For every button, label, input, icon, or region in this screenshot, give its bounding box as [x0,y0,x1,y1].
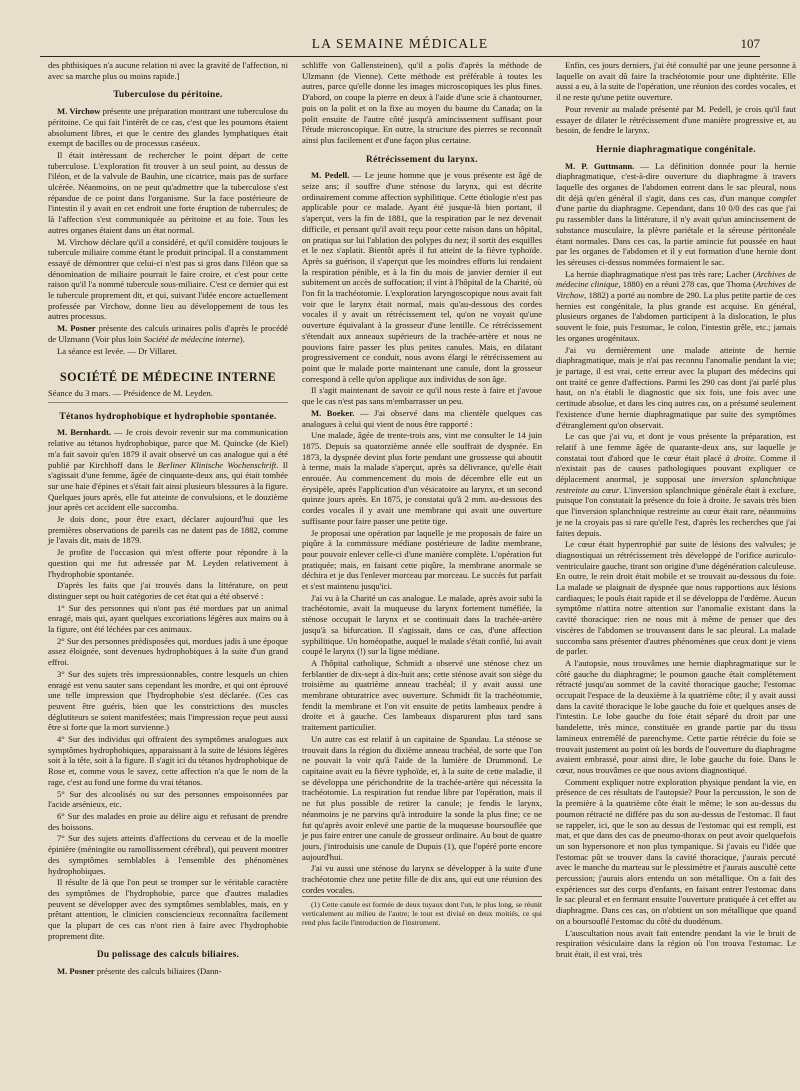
paragraph-boeker: M. Boeker. — J'ai observé dans ma clientèle quelques cas analogues à celui qui vient de nous être rapporté : [302,407,542,429]
paragraph: Le cas que j'ai vu, et dont je vous présente la préparation, est relatif à une femme âgée de quarante-deux ans, sur laquelle je constatai tout d'abord que le cœur était placé à droite. Comme il n'existait pas de causes pathologiques pouvant expliquer ce déplacement anormal, je supposai une inversion splanchnique restreinte au cœur. L'inversion splanchnique générale était à exclure, puisque l'on constatait la présence du foie à droite. Je savais très bien que l'inversion splanchnique restreinte au cœur était rare, néanmoins je ne la croyais pas si rare qu'elle l'est, d'après les recherches que j'ai faites depuis. [556,431,796,538]
paragraph: J'ai vu aussi une sténose du larynx se développer à la suite d'une trachéotomie chez une petite fille de dix ans, qui eut une réunion des cordes vocales. [302,863,542,895]
signature: Dr Villaret. [138,345,178,356]
paragraph: Une malade, âgée de trente-trois ans, vint me consulter le 14 juin 1875. Depuis sa quatorzième année elle souffrait de dyspnée. En 1873, la dyspnée devint plus forte pendant une grossesse qui aboutit à terme, mais la malade s'aperçut, après sa délivrance, qu'elle était enrouée. Au commencement du mois de décembre elle eut un érysipèle, après l'application d'un vésicatoire au larynx, et un second quinze jours après. En 1875, je constatai qu'à 2 mm. au-dessous des cordes vocales il y avait une membrane qui avait une ouverture suffisante pour faire passer une petite tige. [302,430,542,526]
paragraph: D'après les faits que j'ai trouvés dans la littérature, on peut distinguer sept ou huit catégories de cet état qui a été observé : [48,580,288,601]
paragraph: Il résulte de là que l'on peut se tromper sur le véritable caractère des symptômes de l'hydrophobie, parce que d'autres maladies peuvent se développer avec des symptômes semblables, mais, en y prêtant attention, le clinicien consciencieux reconnaîtra facilement que la plupart de ces cas n'ont rien à faire avec l'hydrophobie proprement dite. [48,877,288,941]
paragraph: Comment expliquer notre exploration physique pendant la vie, en présence de ces résultats de l'autopsie? Pour la percussion, le son de la première à la quatrième côte était le même; le son au-dessus du poumon rétracté ne différe pas du son au-dessus de l'estomac. Il faut se rappeler, ici, que le son au dessus de l'estomac qui est rempli, est mat, et que dans des cas de pneumo-thorax on peut avoir quelquefois un son hypersonore et non plus tympanique. Si j'avais eu l'idée que l'estomac pût se trouver dans la cavité thoracique, j'aurais percuté avec le manche du marteau sur le plessimètre et j'aurais auscultè cette percussion; j'aurais alors entendu un son métallique. On a fait des expériences sur des corps d'enfants, en faisant entrer l'estomac dans le sac pleural et en fermant ensuite l'ouverture pratiquée à cet effet au diaphragme. Dans ces cas, on n'obtient un son métallique que quand on a boursouflé l'estomac du côté du duodénum. [556,776,796,926]
paragraph: schliffe von Gallensteinen), qu'il a polis d'après la méthode de Ulzmann (de Vienne). Cette méthode est préférable à toutes les autres, parce qu'elle donne les images microscopiques les plus fines. D'abord, on coupe la pierre en deux à l'aide d'une scie à chantourner, puis on la polit et on la fixe au moyen du baume du Canada; on la polit ensuite de l'autre côté jusqu'à amincissement suffisant pour l'étude microscopique. En outre, la structure des pierres se reconnaît ainsi plus facilement et d'une façon plus certaine. [302,60,542,145]
paragraph: Il s'agit maintenant de savoir ce qu'il nous reste à faire et j'avoue que le cas n'est pas sans m'embarrasser un peu. [302,385,542,407]
paragraph: Le cœur était hypertrophié par suite de lésions des valvules; je diagnostiquai un rétrécissement très développé de l'orifice auriculo-ventriculaire gauche, tirant son origine d'une dégénération calculeuse. En outre, le rein droit était mobile et se trouvait au-dessous du foie. La malade se plaignait de dyspnée que nous rapportions aux lésions cardiaques; le pouls était rapide et il se développa de l'œdème. Aucun symptôme n'attira notre attention sur l'anomalie existant dans la cavité thoracique: rien ne nous mit à même de penser que des viscères de l'abdomen se trouvassent dans le sac pleural. La malade succomba sans présenter d'autres phénomènes que ceux dont je viens de parler. [556,539,796,657]
paragraph-posner2: M. Posner présente des calculs biliaires (Dann- [57,966,222,977]
paragraph-closing: La séance est levée. — Dr Villaret. [57,345,178,356]
paragraph: A l'hôpital catholique, Schmidt a observé une sténose chez un ferblantier de dix-sept à dix-huit ans; cette sténose avait son siège du troisième au quatrième anneau trachéal; il y avait aussi une membrane obturatrice avec ouverture. Schmidt fit la trachéotomie, fendit la membrane et l'on vit ensuite de petits lambeaux pendre à droite et à gauche. Ces lambeaux disparurent plus tard sans traitement particulier. [302,657,542,733]
paragraph: Pour revenir au malade présenté par M. Pedell, je crois qu'il faut essayer de dilater le rétrécissement d'une manière progressive et, au besoin, de fendre le larynx. [556,103,796,136]
session-line: Séance du 3 mars. — Présidence de M. Leyden. [48,388,288,403]
section-heading-tetanos: Tétanos hydrophobique et hydrophobie spontanée. [59,411,277,422]
paragraph: Je profite de l'occasion qui m'est offerte pour répondre à la question qui me fut adressée par M. Leyden relativement à l'hydrophobie spontanée. [48,547,288,579]
journal-title: LA SEMAINE MÉDICALE [311,36,489,51]
speaker-name: M. Pedell. [311,170,350,181]
paragraph: des phthisiques n'a aucune relation ni avec la gravité de l'affection, ni avec sa marche plus ou moins rapide.] [48,60,288,81]
paragraph: 2° Sur des personnes prédisposées qui, mordues jadis à une époque assez éloignée, sont devenues hydrophobiques à la suite d'un grand effroi. [48,635,288,668]
paragraph: Je dois donc, pour être exact, déclarer aujourd'hui que les premières observations de pareils cas ne datent pas de 1882, comme je l'avais dit, mais de 1879. [48,514,288,546]
paragraph: Il était intéressant de rechercher le point départ de cette tuberculose. L'exploration fit trouver à un seul point, au dessus de l'iléon, et de la valvule de Bauhin, une cicatrice, mais pas de surface ulcérée. Néanmoins, on ne peut qu'admettre que la tuberculose s'est répandue de ce point dans l'organisme. Sur la face postérieure de l'intestin il y avait en cet endroit une forte éruption de tubercules; de là l'affection s'est communiquée au péritoine et au foie. Tous les autres organes étaient dans un état normal. [48,149,288,235]
paragraph: Enfin, ces jours derniers, j'ai été consulté par une jeune personne à laquelle on avait dû faire la trachéotomie pour une diphtérite. Elle aussi a eu, à la suite de l'opération, une réunion des cordes vocales, et il ne reste qu'une petite ouverture. [556,60,796,103]
paragraph: 4° Sur des individus qui offraient des symptômes analogues aux symptômes hydrophobiques, apparaissant à la suite de lésions légères soit à la tête, soit à la figure. Il s'agit ici du tétanos hydrophobique de Rose et, comme vous le savez, cette affection n'a que le nom de la rage, c'est au fond une forme du vrai tétanos. [48,734,288,787]
paragraph-guttmann: M. P. Guttmann. — La définition donnée pour la hernie diaphragmatique, c'est-à-dire ouverture du diaphragme à travers laquelle des organes de l'abdomen entrent dans le sac pleural, nous dit déjà qu'en général il s'agit, dans ces cas, d'un manque complet d'une partie du diaphragme. Cependant, dans 10 0/0 des cas que j'ai pu rassembler dans la littérature, il n'y avait qu'un amincissement de substance musculaire, la plèvre pariétale et la séreuse péritonéale étant normales. Dans ces cas, la partie amincie fut poussée en haut par les organes de l'abdomen et il y eut formation d'une hernie dont les séreuses ci-dessus nommées formaient le sac. [556,160,797,267]
page-number: 107 [740,36,760,51]
paragraph: A l'autopsie, nous trouvâmes une hernie diaphragmatique sur le côté gauche du diaphragme; le poumon gauche était complètement rétracté jusqu'au sommet de la cavité thoracique gauche; l'estomac occupait l'espace de la deuxième à la quatrième côte; il y avait aussi dans la cavité thoracique le lobe gauche du foie et quelques anses de l'intestin. Le lobe gauche du foie était séparé du droit par une bandelette, très mince, constituée en grande partie par du tissu lamineux entremêlé de parenchyme. Cette partie rétrécie du foie se trouvait justement au point où les bords de l'ouverture du diaphragme avaient embrassé, pour ainsi dire, le lobe gauche du foie. Dans le cœur, nous trouvâmes ce que nous avions diagnostiqué. [556,657,796,775]
speaker-name: M. Posner [57,966,95,977]
society-heading: SOCIÉTÉ DE MÉDECINE INTERNE [59,370,277,385]
paragraph-bernhardt: M. Bernhardt. — Je crois devoir revenir sur ma communication relative au tétanos hydrophobique, parce que M. Quincke (de Kiel) m'a fait savoir qu'en 1879 il avait observé un cas analogue qui a été publié par Kirchhoff dans le Berliner Klinische Wochenschrift. Il s'agissait d'une femme, âgée de cinquante-deux ans, qui était tombée sur une haie d'épines et s'était fait ainsi plusieurs blessures à la figure. Quelques jours après, elle fut atteinte de convulsions, et le douzième jour après cet accident elle succomba. [48,427,288,513]
paragraph: J'ai vu à la Charité un cas analogue. Le malade, après avoir subi la trachéotomie, avait la muqueuse du larynx fortement tuméfiée, la sténose occupait le larynx et se continuait dans la trachée-artère jusqu'à sa bifurcation. Il s'agissait, dans ce cas, d'une affection syphilitique. Un homéopathe, auquel le malade s'était confié, lui avait coupé le larynx (!) sur la ligne médiane. [302,592,542,657]
paragraph: 3° Sur des sujets très impressionnables, contre lesquels un chien enragé est venu sauter sans cependant les mordre, et qui ont éprouvé une telle impression que l'hydrophobie s'est déclarée. (Ces cas peuvent être guéris, bien que les constrictions des muscles déglutiteurs se soient manifestées; mais l'impression reçue peut aussi être si forte que la mort survienne.) [48,668,288,733]
column-middle [302,60,542,928]
section-heading-polissage: Du polissage des calculs biliaires. [96,950,240,961]
column-right [556,60,796,961]
section-heading-tuberculose: Tuberculose du péritoine. [113,90,223,101]
paragraph: J'ai vu dernièrement une malade atteinte de hernie diaphragmatique, mais je n'ai pas reconnu l'anomalie pendant la vie; je partage, il est vrai, cette erreur avec la plupart des médecins qui ont traité ce genre d'affections. Parmi les 290 cas dont j'ai parlé plus haut, on n'a établi le diagnostic que six fois, une fois avec une certitude absolue, et dans les cinq autres cas, on a présumé seulement l'existence d'une hernie diaphragmatique par suite des symptômes d'étranglement qu'on observait. [556,344,796,430]
paragraph: Je proposai une opération par laquelle je me proposais de faire un piqûre à la commissure médiane postérieure de ladite membrane, pour pouvoir enlever celle-ci d'une manière complète. L'opération fut pratiquée; mais, en faisant cette piqûre, la membrane anormale se déchira et je dus l'enlever morceau par morceau. Le succès fut parfait et s'est maintenu jusqu'ici. [302,527,542,592]
speaker-name: M. Bernhardt. [57,427,112,438]
paragraph: L'auscultation nous avait fait entendre pendant la vie le bruit de respiration vésiculaire dans la région où l'on trouva l'estomac. Le bruit était, il est vrai, très [556,927,796,959]
section-heading-retrecissement: Rétrécissement du larynx. [366,154,478,165]
footnote: (1) Cette canule est formée de deux tuyaux dont l'un, le plus long, se réunit verticalement au milieu de l'autre; le tout est divisé en deux moitiés, ce qui rend plus facile l'introduction de l'instrument. [302,896,542,927]
speaker-name: M. Virchow [57,106,101,117]
speaker-name: M. Posner [57,323,96,334]
paragraph: 5° Sur des alcoolisés ou sur des personnes empoisonnées par l'acide arsénieux, etc. [48,788,288,810]
column-left [48,60,288,978]
paragraph: 7° Sur des sujets atteints d'affections du cerveau et de la moelle épinière (méningite ou ramollissement cérébral), qui peuvent montrer des symptômes semblables à l'ensemble des phénomènes hydrophobiques. [48,833,288,876]
speaker-name: M. Boeker. [311,407,355,418]
paragraph: 6° Sur des malades en proie au délire aigu et refusant de prendre des boissons. [48,811,288,832]
speaker-name: M. P. Guttmann. [565,160,635,171]
page-header [40,34,760,57]
paragraph: La hernie diaphragmatique n'est pas très rare; Lacher (Archives de médecine clinique, 1880) en a réuni 278 cas, que Thoma (Archives de Virchow, 1882) a porté au nombre de 290. La plus petite partie de ces hernies est congénitale, la plus grande est acquise. En général, plusieurs organes de l'abdomen participent à la dislocation, le plus souvent le foie, puis l'estomac, le colon, l'intestin grêle, etc.; jamais les organes urogénitaux. [556,268,796,343]
section-heading-hernie: Hernie diaphragmatique congénitale. [596,144,756,155]
paragraph: Un autre cas est relatif à un capitaine de Spandau. La sténose se trouvait dans la région du dixième anneau trachéal, de sorte que l'on ne pouvait la voir qu'à l'aide de la lumière de Drummond. Le capitaine avait eu la fièvre typhoïde, et, à la suite de cette maladie, il se développa une périchondrite de la trachée-artère qui nécessita la trachéotomie. La respiration fut rendue libre par l'opération, mais il ne fut plus possible de retirer la canule; je fendis le larynx, néanmoins je ne parvins qu'à introduire la sonde la plus fine; ce ne fut qu'après avoir enlevé une partie de la muqueuse boursouflée que je pus faire entrer une canule de grosseur ordinaire. Au bout de quatre jours, j'introduisis une canule de Dupuis (1), que l'opéré porte encore aujourd'hui. [302,733,542,862]
paragraph-posner: M. Posner présente des calculs urinaires polis d'après le procédé de Ulzmann (Voir plus loin Société de médecine interne). [48,323,288,344]
paragraph: 1° Sur des personnes qui n'ont pas été mordues par un animal enragé, mais qui, ayant quelques excoriations légères aux mains ou à la figure, ont été léchées par ces animaux. [48,602,288,635]
paragraph-virchow: M. Virchow présente une préparation montrant une tuberculose du péritoine. Ce qui fait l'intérêt de ce cas, c'est que les poumons étaient absolument libres, et que le centre des glandes lymphatiques était exempt de bacilles ou de processus caséeux. [48,106,288,149]
paragraph-pedell: M. Pedell. — Le jeune homme que je vous présente est âgé de seize ans; il souffre d'une sténose du larynx, qui est décrite ordinairement comme affection syphilitique. Cette étiologie n'est pas applicable pour ce malade. Ayant été jusque-là bien portant, il s'aperçut, vers la fin de 1881, que la respiration par le nez devenait difficile, et pensant qu'il avait reçu pour cette raison dans un hôpital, on pratiqua sur lui l'ablation des polypes du nez; il sortit des esquilles et le nez s'aplatit. Bientôt après il fut atteint de la fièvre typhoïde. Après sa guérison, il s'aperçut que les moindres efforts lui rendaient la respiration pénible, et à la fin du mois de janvier dernier il eut subitement un accès de suffocation; il vint à l'hôpital de la Charité, où l'on fit la trachéotomie. L'exploration laryngoscopique nous avait fait voir que le larynx était normal, mais qu'au-dessous des cordes vocales il y avait un rétrécissement tel, qu'on ne voyait qu'une ouverture équivalant à la grosseur d'une lentille. Ce rétrécissement s'étendait aux anneaux supérieurs de la trachée-artère et nous ne pouvions faire passer les plus petites canules. Mais, en dilatant progressivement ce conduit, nous avons élargi le rétrécissement au point que le malade porte maintenant une canule, dont la grosseur correspond à celle qu'on applique aux individus de son âge. [302,170,542,384]
paragraph: M. Virchow déclare qu'il a considéré, et qu'il considère toujours le tubercule miliaire comme étant le produit principal. Il a constamment essayé de démontrer que celui-ci n'est pas si gros dans l'iléon que sa dénomination de miliaire pourrait le faire croire, et c'est pour cette raison qu'il l'a nommé tubercule sous-miliaire. C'est ce dernier qui est le tubercule proprement dit, et qui, suivant l'idée encore actuellement professée par Virchow, donne lieu au développement de tous les autres processus. [48,236,288,322]
